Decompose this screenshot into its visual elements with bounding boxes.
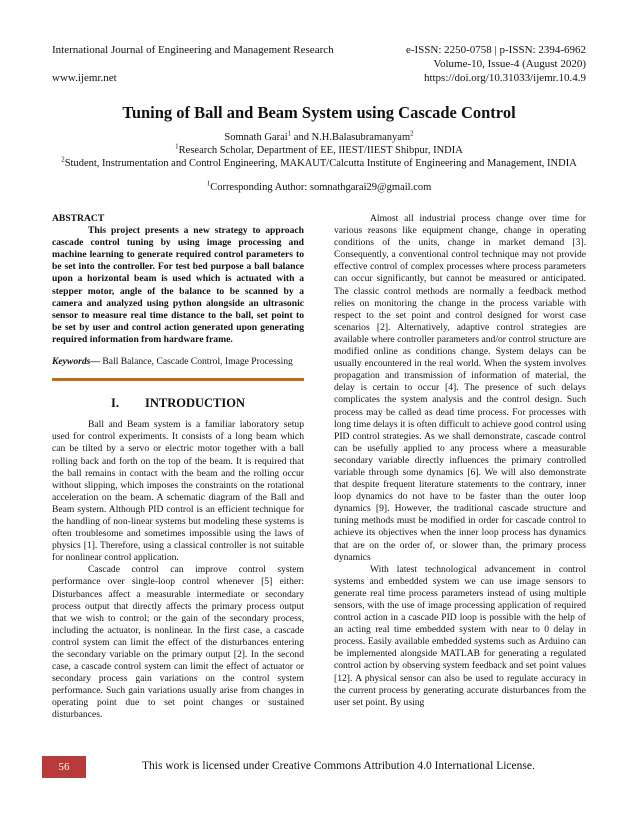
paper-title: Tuning of Ball and Beam System using Cascade Control [122,103,516,122]
volume-issue: Volume-10, Issue-4 (August 2020) [433,58,586,70]
section-number: I. [110,396,119,411]
page-footer [42,756,596,778]
doi-link[interactable]: https://doi.org/10.31033/ijemr.10.4.9 [423,72,586,84]
author-1-sup: 1 [287,129,292,138]
keywords-text: Ball Balance, Cascade Control, Image Processing [99,356,293,368]
affiliation-1 [0,144,638,157]
affiliation-1-text: Research Scholar, Department of EE, IIEST/IIEST Shibpur, INDIA [178,145,463,156]
abstract-body: This project presents a new strategy to approach cascade control tuning by using image processing and machine learning to generate required control parameters to be set into the controller. For test bed purpose a ball balance upon a horizontal beam is used which is actuated with a stepper motor, angle of the balance to be scanned by a camera and analyzed using python alongside an ultrasonic sensor to measure real time distance to the ball, set point to be set by user and control action generated upon generating required information from hardware frame. [52,225,304,345]
abstract-heading: ABSTRACT [52,213,105,224]
section-divider [52,378,304,381]
license-text: This work is licensed under Creative Commons Attribution 4.0 International License. [142,760,535,772]
section-heading [52,397,304,409]
intro-paragraph-2: Cascade control can improve control system performance over single-loop control whenever [5] either: Disturbances affect a measurable intermediate or secondary process output that directly affects the primary process output that we wish to control; or the gain of the secondary process, including the actuator, is nonlinear. In the first case, a cascade control system can limit the effect of the disturbances entering the secondary variable on the primary output [2]. In the second case, a cascade control system can limit the effect of actuator or secondary process gain variations on the control system performance. Such gain variations usually arise from changes in operating point due to set point changes or sustained disturbances. [52,564,304,721]
affiliation-2-text: Student, Instrumentation and Control Engineering, MAKAUT/Calcutta Institute of Engineering and Management, INDIA [64,158,577,169]
page-number: 56 [42,756,86,778]
left-column [52,213,304,722]
intro-paragraph-1: Ball and Beam system is a familiar laboratory setup used for control experiments. It consists of a long beam which can be tilted by a servo or electric motor together with a ball rolling back and forth on the top of the beam. It is required that the ball remains in contact with the beam and the rolling occur without slipping, which imposes the constraints on the rotational acceleration on the beam. A schematic diagram of the Ball and Beam system. Although PID control is an efficient technique for the handling of non-linear systems but modeling these systems is often troublesome and sometimes impossible using the laws of physics [1]. Therefore, using a classical controller is not suitable for nonlinear control application. [52,419,304,564]
journal-website[interactable]: www.ijemr.net [52,72,117,84]
corresponding-sup: 1 [206,179,211,188]
journal-name: International Journal of Engineering and Management Research [52,44,334,56]
author-1: Somnath Garai [224,132,288,143]
affiliation-2-sup: 2 [61,155,65,164]
corresponding-text: Corresponding Author: somnathgarai29@gmail.com [210,182,432,193]
right-column [334,213,586,709]
affiliation-1-sup: 1 [175,142,179,151]
author-2-sup: 2 [410,129,414,138]
author-2: and N.H.Balasubramanyam [291,132,411,143]
right-paragraph-2: With latest technological advancement in control systems and embedded system we can use image sensors to generate real time process parameters instead of using multiple sensors, with the use of image processing application of required control action in a cascade PID loop is possible with the help of an acting real time embedded system with near to 0 delay in process. Easily available embedded systems such as Arduino can be implemented alongside MATLAB for generating a regulated control action by observing system feedback and set point values [12]. A physical sensor can also be used to regulate accuracy in the current process by generating accurate disturbances from the user set point. By using [334,563,586,708]
keywords [52,356,304,368]
right-paragraph-1: Almost all industrial process change over time for various reasons like equipment change, change in operating conditions of the units, change in market demand [3]. Consequently, a conventional control technique may not provide effective control of complex processes where process parameters can occur significantly, but cannot be measured or anticipated. The classic control methods are normally a feedback method relies on monitoring the change in the process variable with respect to the set point and control designed for worst case scenarios [2]. Alternatively, adaptive control strategies are available where controller parameters and/or control structure are modified online as conditions change. System delays can be usually encountered in the real world. When the system involves propagation and transmission of information of material, the delay is certain to occur [4]. The presence of such delays complicates the system analysis and the control design. Such process may be called as dead time process. For processes with long time delays it is often difficult to achieve good control using PID control strategies. As we shall demonstrate, cascade control can be usefully applied to any process where a measurable secondary variable directly influences the primary controlled variable through some dynamics [6]. We will also demonstrate that despite frequent literature statements to the contrary, inner loop dynamics do not have to be faster than the outer loop dynamics [9]. However, the traditional cascade structure and tuning methods must be modified in order for cascade control to achieve its objectives when the inner loop process has dynamics that are on the order of, or slower than, the primary process dynamics [334,213,586,563]
section-title: INTRODUCTION [144,396,245,411]
keywords-label: Keywords— [52,356,100,368]
author-line [0,131,638,144]
corresponding-author [0,181,638,194]
issn: e-ISSN: 2250-0758 | p-ISSN: 2394-6962 [405,44,586,56]
affiliation-2 [0,157,638,170]
